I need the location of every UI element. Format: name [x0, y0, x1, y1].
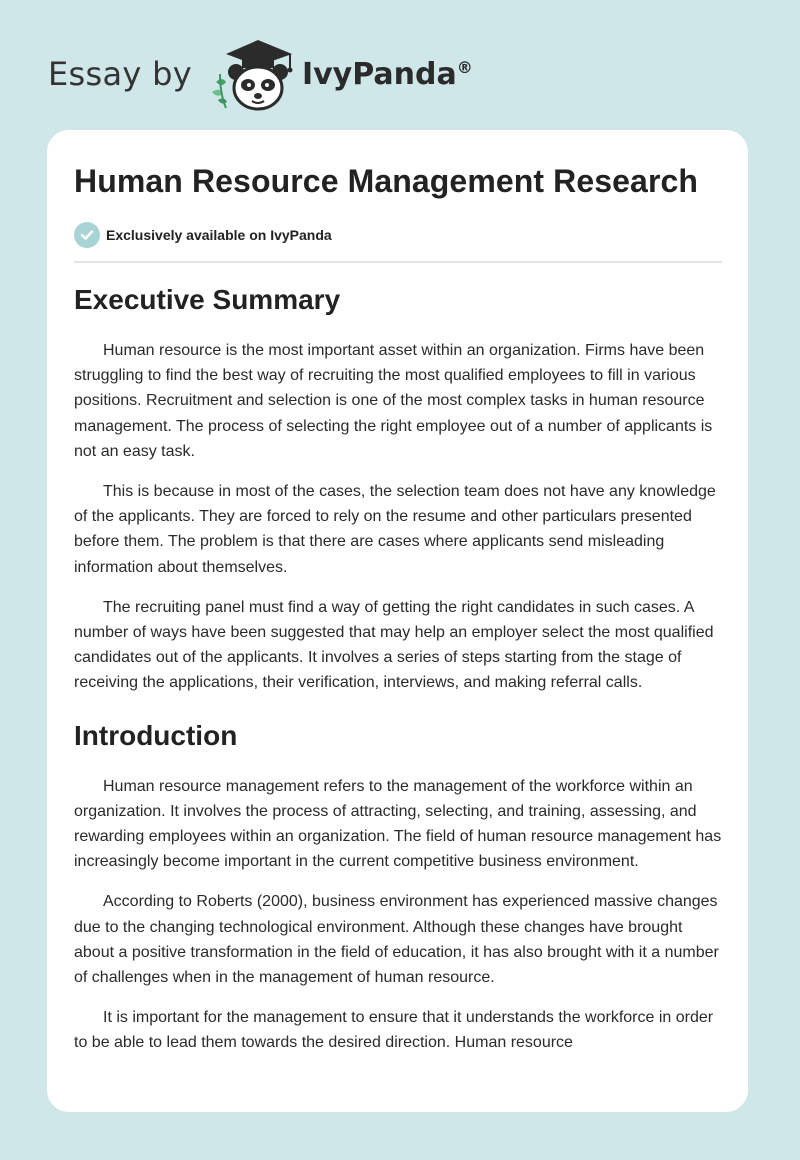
section-introduction — [74, 718, 724, 1056]
exclusive-badge-text: Exclusively available on IvyPanda — [106, 227, 332, 243]
paragraph: This is because in most of the cases, the selection team does not have any knowledge of the applicants. They are forced to rely on the resume and other particulars presented before them. The problem is that there are cases where applicants send misleading information about themselves. — [74, 483, 716, 576]
paragraph: According to Roberts (2000), business environment has experienced massive changes due to the changing technological environment. Although these changes have brought about a positive transformation in the field of education, it has also brought with it a number of challenges when in the management of human resource. — [74, 893, 719, 987]
section-heading: Executive Summary — [74, 284, 341, 315]
panda-logo-icon[interactable] — [206, 34, 296, 114]
brand-name[interactable]: IvyPanda® — [301, 56, 473, 92]
paragraph: Human resource is the most important asset within an organization. Firms have been struggling to find the best way of recruiting the most qualified employees to fill in various positions. Recruitment and selection is one of the most complex tasks in human resource management. The process of selecting the right employee out of a number of applicants is not an easy task. — [74, 342, 713, 460]
site-header — [48, 34, 508, 114]
paragraph: Human resource management refers to the management of the workforce within an organization. It involves the process of attracting, selecting, and training, assessing, and rewarding employees within an organization. The field of human resource management has increasingly become important in the current competitive business environment. — [74, 777, 722, 871]
registered-mark: ® — [456, 57, 473, 77]
document-title: Human Resource Management Research — [74, 163, 699, 199]
document-card — [47, 130, 748, 1112]
paragraph: It is important for the management to ensure that it understands the workforce in order to be able to lead them towards the desired direction. Human resource — [74, 1009, 714, 1052]
essay-by-label: Essay by — [48, 55, 192, 93]
document-body — [74, 282, 724, 1071]
section-heading: Introduction — [74, 719, 238, 751]
exclusive-badge — [74, 222, 332, 248]
check-icon — [74, 222, 100, 248]
section-executive-summary — [74, 282, 724, 696]
paragraph: The recruiting panel must find a way of getting the right candidates in such cases. A number of ways have been suggested that may help an employer select the most qualified candidates out of the applicants. It involves a series of steps starting from the stage of receiving the applications, their verification, interviews, and making referral calls. — [74, 598, 714, 692]
title-divider — [74, 261, 722, 263]
